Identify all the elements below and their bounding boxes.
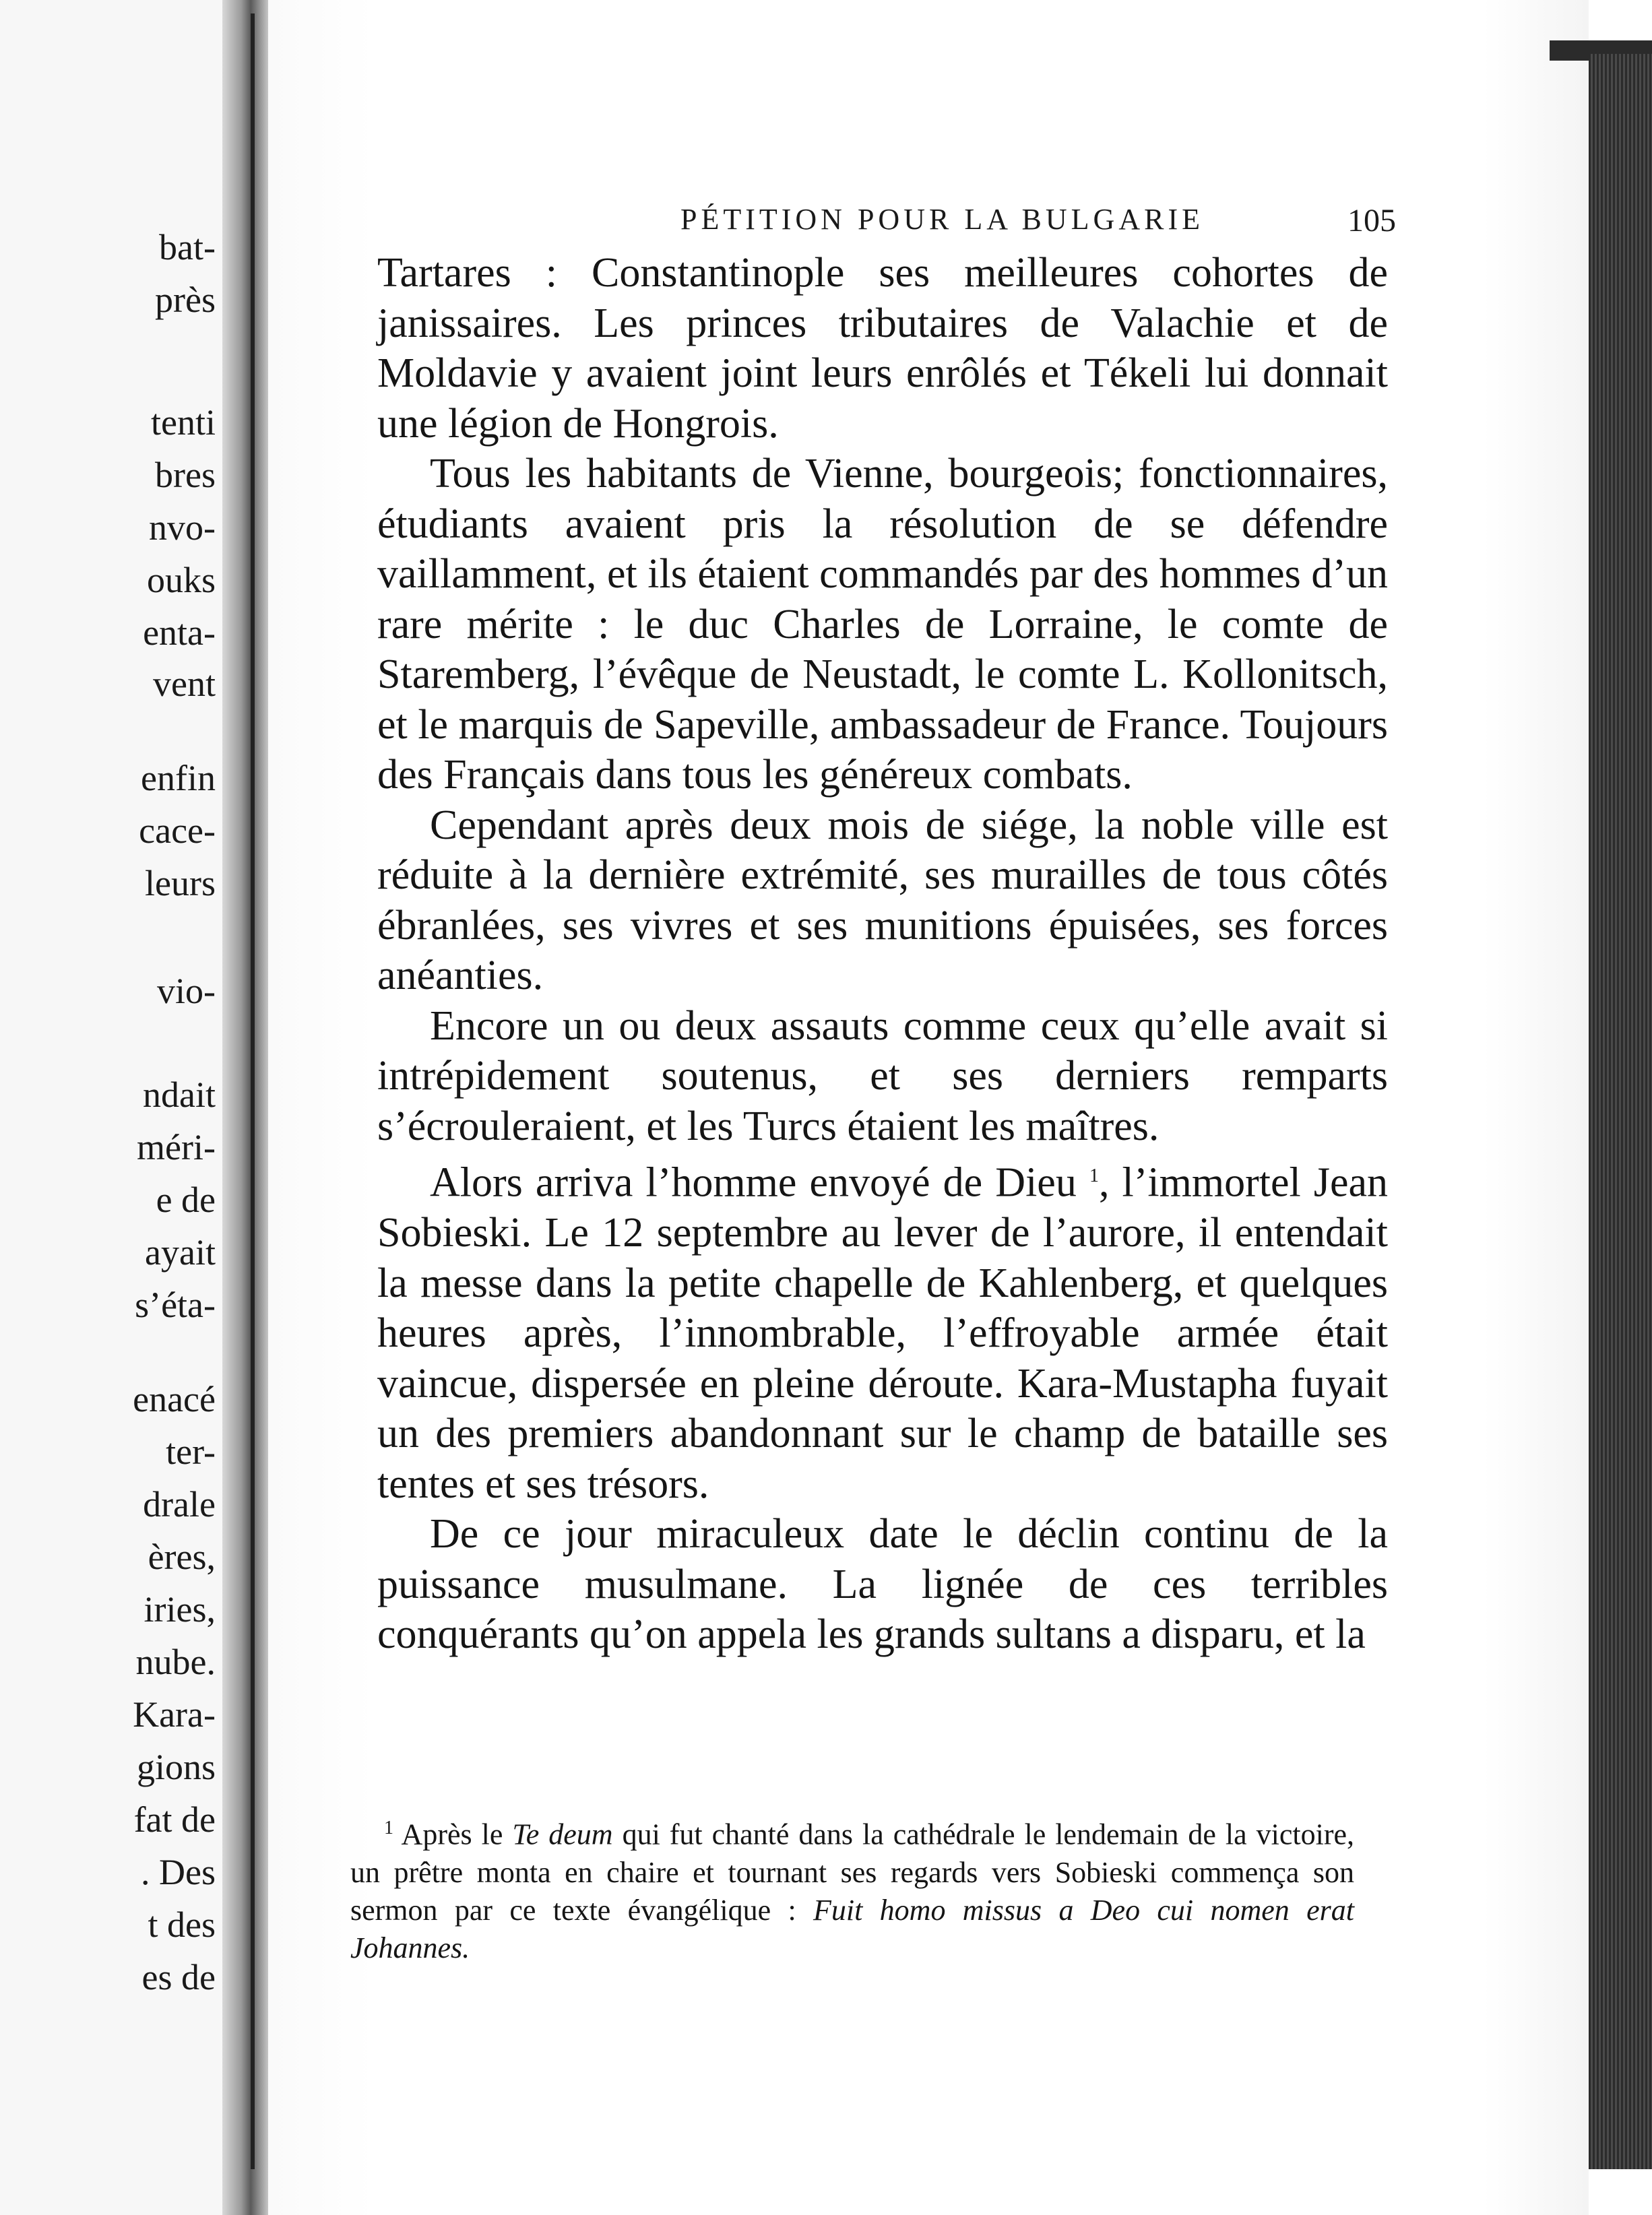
previous-page-fragment: ouks (146, 560, 216, 600)
footnote-reference: 1 (1089, 1165, 1099, 1186)
previous-page-fragment: ayait (145, 1232, 216, 1273)
previous-page-fragment: enfin (141, 758, 216, 798)
previous-page-fragment: bat- (159, 227, 216, 267)
previous-page-fragment: gions (136, 1747, 216, 1787)
previous-page-fragment: ter- (166, 1432, 216, 1472)
paragraph: Tous les habitants de Vienne, bourgeois; fonctionnaires, étudiants avaient pris la résolution de se défendre vaillamment, et ils étaient commandés par des hommes d’un rare mérite : le duc Charles de Lorraine, le comte de Staremberg, l’évêque de Neustadt, le comte L. Kollonitsch, et le marquis de Sapeville, ambassadeur de France. Toujours des Français dans tous les généreux combats. (377, 451, 1388, 798)
previous-page-fragment: près (155, 280, 216, 320)
previous-page-fragment: fat de (133, 1799, 216, 1840)
page-stack-edge (1589, 54, 1652, 2169)
previous-page-fragment: bres (155, 455, 216, 495)
paragraph: De ce jour miraculeux date le déclin continu de la puissance musulmane. La lignée de ces terribles conquérants qu’on appela les grands sultans a disparu, et la (377, 1511, 1388, 1658)
previous-page-fragment: enacé (133, 1379, 216, 1419)
previous-page-fragment: s’éta- (135, 1285, 216, 1325)
footnote-mark: 1 (384, 1818, 393, 1838)
previous-page-edge (0, 0, 224, 2215)
paragraph (377, 1151, 1388, 1509)
paragraph: Encore un ou deux assauts comme ceux qu’elle avait si intrépidement soutenus, et ses derniers remparts s’écrouleraient, et les Turcs étaient les maîtres. (377, 1002, 1388, 1149)
running-head: PÉTITION POUR LA BULGARIE (680, 203, 1204, 236)
previous-page-fragment: drale (143, 1484, 216, 1524)
footnote-text: Après le (401, 1818, 503, 1851)
body-text (377, 248, 1388, 1660)
previous-page-fragment: t des (148, 1904, 216, 1945)
previous-page-fragment: nube. (135, 1642, 216, 1682)
previous-page-fragment: vio- (157, 971, 216, 1011)
previous-page-fragment: e de (156, 1180, 216, 1220)
paragraph-text: , l’immortel Jean Sobieski. Le 12 septembre au lever de l’aurore, il entendait la messe dans la petite chapelle de Kahlenberg, et quelques heures après, l’innombrable, l’effroyable armée était vaincue, dispersée en pleine déroute. Kara-Mustapha fuyait un des premiers abandonnant sur le champ de bataille ses tentes et ses trésors. (377, 1159, 1388, 1507)
previous-page-fragment: vent (153, 664, 216, 704)
footnote-text: qui fut chanté dans la cathédrale le lendemain de la victoire, un prêtre monta en chaire et tournant ses regards vers Sobieski commença son sermon par ce texte évangélique : (350, 1818, 1355, 1927)
book-gutter (222, 0, 269, 2215)
previous-page-fragment: enta- (143, 612, 216, 653)
paragraph: Tartares : Constantinople ses meilleures cohortes de janissaires. Les princes tributaires de Valachie et de Moldavie y avaient joint leurs enrôlés et Tékeli lui donnait une légion de Hongrois. (377, 250, 1388, 447)
previous-page-fragment: leurs (145, 863, 216, 903)
previous-page-fragment: ndait (143, 1074, 216, 1115)
previous-page-fragment: tenti (151, 402, 216, 443)
paragraph-text: Alors arriva l’homme envoyé de Dieu (430, 1159, 1077, 1206)
footnotes (350, 1809, 1354, 1967)
previous-page-fragment: nvo- (149, 507, 216, 548)
page-number: 105 (1347, 203, 1396, 238)
paragraph: Cependant après deux mois de siége, la noble ville est réduite à la dernière extrémité, ses murailles de tous côtés ébranlées, ses vivres et ses munitions épuisées, ses forces anéanties. (377, 802, 1388, 998)
previous-page-fragment: iries, (144, 1589, 216, 1630)
previous-page-fragment: cace- (139, 810, 216, 851)
footnote-italic-text: Te deum (512, 1818, 613, 1851)
footnote-italic-text: Fuit homo missus a Deo cui nomen erat Johannes. (350, 1893, 1354, 1964)
gutter-shadow-line (251, 13, 255, 2169)
previous-page-fragment: . Des (141, 1852, 216, 1892)
previous-page-fragment: Kara- (133, 1694, 216, 1735)
previous-page-fragment: méri- (137, 1127, 216, 1167)
previous-page-fragment: ères, (148, 1537, 216, 1577)
footnote (350, 1809, 1354, 1967)
previous-page-fragment: es de (141, 1957, 216, 1997)
